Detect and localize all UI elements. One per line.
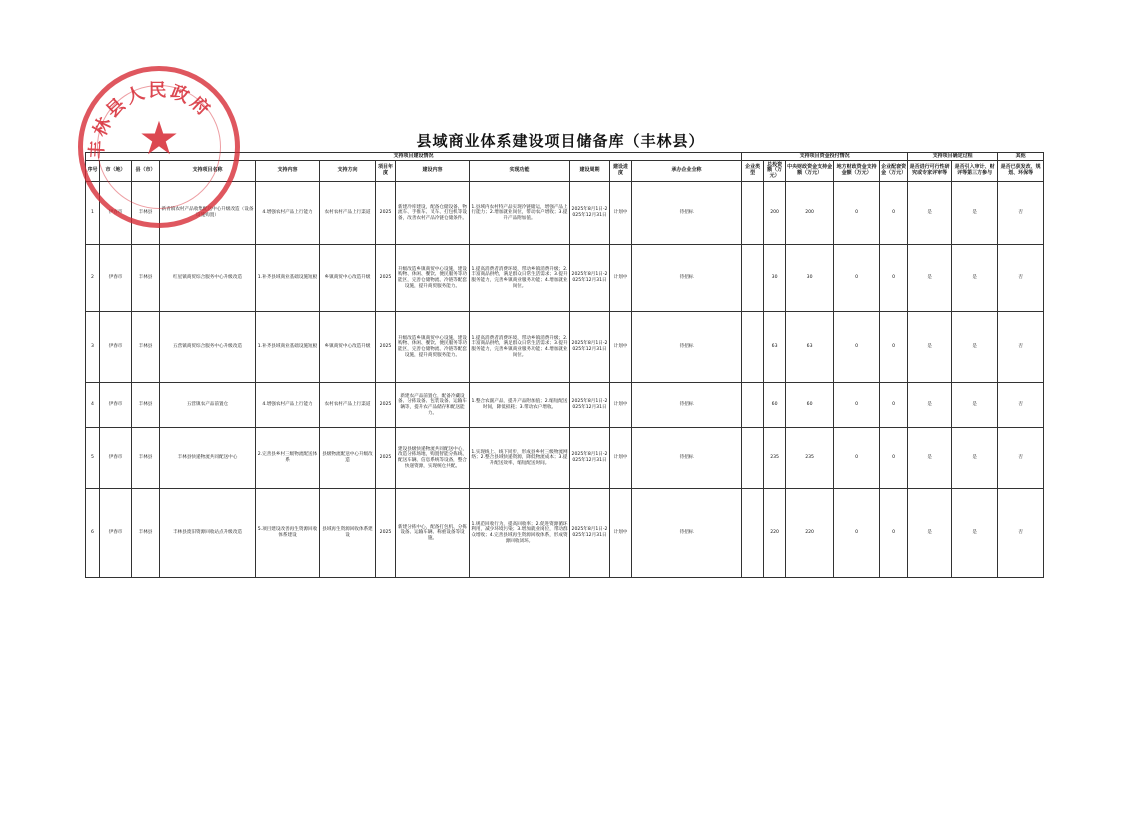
cell-q1: 是 (908, 182, 952, 245)
col-header: 序号 (86, 161, 100, 182)
cell-county: 丰林县 (132, 312, 160, 383)
cell-local: 0 (834, 383, 880, 428)
cell-company: 待招标 (632, 489, 742, 578)
cell-central: 63 (786, 312, 834, 383)
cell-q1: 是 (908, 489, 952, 578)
cell-q2: 是 (952, 182, 998, 245)
cell-content: 2.完善县乡村三级物流配送体系 (256, 428, 320, 489)
cell-central: 220 (786, 489, 834, 578)
cell-progress: 计划中 (610, 245, 632, 312)
cell-progress: 计划中 (610, 428, 632, 489)
col-header: 总投资额（万元） (764, 161, 786, 182)
col-header: 支持项目名称 (160, 161, 256, 182)
cell-no: 4 (86, 383, 100, 428)
cell-county: 丰林县 (132, 383, 160, 428)
cell-period: 2025年8月1日-2025年12月31日 (570, 489, 610, 578)
cell-city: 伊春市 (100, 182, 132, 245)
cell-company: 待招标 (632, 383, 742, 428)
column-header-row (86, 161, 1044, 182)
cell-func: 1.实现线上、线下同步，形成县乡村三级物流网络；2.整合县域快递资源，降低物流成本；3.提升配送效率，缩短配送时间。 (470, 428, 570, 489)
cell-company: 待招标 (632, 428, 742, 489)
cell-local: 0 (834, 312, 880, 383)
table-row (86, 428, 1044, 489)
cell-q1: 是 (908, 312, 952, 383)
cell-content: 4.增强农村产品上行能力 (256, 383, 320, 428)
cell-local: 0 (834, 182, 880, 245)
col-header: 企业类型 (742, 161, 764, 182)
cell-total: 220 (764, 489, 786, 578)
cell-direction: 乡镇商贸中心改造升级 (320, 312, 376, 383)
col-header: 地方财政资金支持金额（万元） (834, 161, 880, 182)
col-header: 企业配套资金（万元） (880, 161, 908, 182)
cell-year: 2025 (376, 383, 396, 428)
cell-q3: 否 (998, 489, 1044, 578)
cell-year: 2025 (376, 428, 396, 489)
cell-total: 60 (764, 383, 786, 428)
cell-company: 待招标 (632, 182, 742, 245)
cell-q1: 是 (908, 383, 952, 428)
cell-direction: 县级物流配送中心升级改造 (320, 428, 376, 489)
cell-year: 2025 (376, 245, 396, 312)
project-table (85, 152, 1044, 578)
cell-self: 0 (880, 182, 908, 245)
col-header: 是否进行可行性研究或专家评审等 (908, 161, 952, 182)
col-header: 承办企业全称 (632, 161, 742, 182)
cell-total: 30 (764, 245, 786, 312)
cell-q2: 是 (952, 312, 998, 383)
page-title: 县域商业体系建设项目储备库（丰林县） (416, 132, 705, 150)
cell-name: 新青镇农村产品收集配送中心升级改造（设备设施购置） (160, 182, 256, 245)
cell-period: 2025年8月1日-2025年12月31日 (570, 182, 610, 245)
cell-type (742, 182, 764, 245)
col-header: 建设周期 (570, 161, 610, 182)
col-header: 市（地） (100, 161, 132, 182)
cell-city: 伊春市 (100, 383, 132, 428)
cell-self: 0 (880, 245, 908, 312)
cell-func: 1.提高消费者消费环境，带动乡镇消费升级；2.丰富商品供给，满足群众日常生活需求；3.提升服务能力，完善乡镇商业服务功能；4.增加就业岗位。 (470, 245, 570, 312)
cell-no: 6 (86, 489, 100, 578)
cell-year: 2025 (376, 312, 396, 383)
cell-content: 4.增强农村产品上行能力 (256, 182, 320, 245)
group-other: 其他 (998, 153, 1044, 161)
cell-name: 丰林县废旧资源回收站点升级改造 (160, 489, 256, 578)
cell-name: 红星镇商贸综合服务中心升级改造 (160, 245, 256, 312)
cell-q2: 是 (952, 383, 998, 428)
cell-progress: 计划中 (610, 312, 632, 383)
cell-year: 2025 (376, 489, 396, 578)
cell-type (742, 312, 764, 383)
col-header: 是否引入审计、财评等第三方参与 (952, 161, 998, 182)
table-row (86, 245, 1044, 312)
cell-period: 2025年8月1日-2025年12月31日 (570, 383, 610, 428)
cell-central: 235 (786, 428, 834, 489)
cell-build: 升级改造乡镇商贸中心设施，建设购物、休闲、餐饮、便民服务等功能区，完善仓储物流、冷链等配套设施，提升商贸服务能力。 (396, 245, 470, 312)
col-header: 县（市） (132, 161, 160, 182)
cell-content: 1.补齐县域商业基础设施短板 (256, 245, 320, 312)
cell-self: 0 (880, 383, 908, 428)
cell-func: 1.县域内农村特产品实现冷链储运，增强产品上行能力；2.增加就业岗位，带动农户增收；3.提升产品附加值。 (470, 182, 570, 245)
cell-q3: 否 (998, 245, 1044, 312)
cell-q2: 是 (952, 489, 998, 578)
cell-type (742, 489, 764, 578)
cell-type (742, 245, 764, 312)
cell-county: 丰林县 (132, 428, 160, 489)
cell-central: 60 (786, 383, 834, 428)
cell-type (742, 428, 764, 489)
cell-progress: 计划中 (610, 489, 632, 578)
cell-func: 1.整合农副产品，提升产品附加值；2.缩短配送时间，降低损耗；3.带动农户增收。 (470, 383, 570, 428)
cell-q3: 否 (998, 428, 1044, 489)
col-header: 实现功能 (470, 161, 570, 182)
cell-build: 新建冷库建设，配备仓储设备、物流车、手推车、叉车、打包机等设备，改善农村产品冷链仓储条件。 (396, 182, 470, 245)
cell-city: 伊春市 (100, 245, 132, 312)
col-header: 建设进度 (610, 161, 632, 182)
cell-no: 5 (86, 428, 100, 489)
cell-company: 待招标 (632, 245, 742, 312)
cell-local: 0 (834, 428, 880, 489)
cell-func: 1.提高消费者消费环境，带动乡镇消费升级；2.丰富商品供给，满足群众日常生活需求；3.提升服务能力，完善乡镇商业服务功能；4.增加就业岗位。 (470, 312, 570, 383)
cell-period: 2025年8月1日-2025年12月31日 (570, 245, 610, 312)
group-support: 支持项目建设情况 (86, 153, 742, 161)
cell-func: 1.规范回收行为，提高回收率；2.促进资源循环利用，减少环境污染；3.增加就业岗位，带动群众增收；4.完善县域再生资源回收体系，形成资源回收闭环。 (470, 489, 570, 578)
cell-central: 200 (786, 182, 834, 245)
cell-direction: 乡镇商贸中心改造升级 (320, 245, 376, 312)
cell-no: 1 (86, 182, 100, 245)
cell-name: 五营镇农产品前置仓 (160, 383, 256, 428)
cell-company: 待招标 (632, 312, 742, 383)
cell-county: 丰林县 (132, 489, 160, 578)
cell-no: 3 (86, 312, 100, 383)
col-header: 中央财政资金支持金额（万元） (786, 161, 834, 182)
cell-direction: 县域再生资源回收体系建设 (320, 489, 376, 578)
col-header: 支持方向 (320, 161, 376, 182)
cell-self: 0 (880, 428, 908, 489)
cell-build: 新建农产品前置仓，配备冷藏设备、分拣设备、包装设备、运输车辆等，提升农产品储存和配送能力。 (396, 383, 470, 428)
cell-progress: 计划中 (610, 383, 632, 428)
cell-self: 0 (880, 312, 908, 383)
cell-period: 2025年8月1日-2025年12月31日 (570, 428, 610, 489)
cell-q3: 否 (998, 182, 1044, 245)
group-funding: 支持项目资金投付情况 (742, 153, 908, 161)
table-row (86, 182, 1044, 245)
cell-local: 0 (834, 489, 880, 578)
cell-content: 1.补齐县域商业基础设施短板 (256, 312, 320, 383)
cell-period: 2025年8月1日-2025年12月31日 (570, 312, 610, 383)
cell-q2: 是 (952, 245, 998, 312)
cell-city: 伊春市 (100, 312, 132, 383)
col-header: 建设内容 (396, 161, 470, 182)
table-row (86, 489, 1044, 578)
col-header: 支持内容 (256, 161, 320, 182)
cell-county: 丰林县 (132, 182, 160, 245)
col-header: 是否已获发改、规划、环保等 (998, 161, 1044, 182)
cell-year: 2025 (376, 182, 396, 245)
cell-total: 63 (764, 312, 786, 383)
col-header: 项目年度 (376, 161, 396, 182)
cell-q2: 是 (952, 428, 998, 489)
cell-central: 30 (786, 245, 834, 312)
cell-no: 2 (86, 245, 100, 312)
cell-build: 升级改造乡镇商贸中心设施，建设购物、休闲、餐饮、便民服务等功能区，完善仓储物流、冷链等配套设施，提升商贸服务能力。 (396, 312, 470, 383)
cell-county: 丰林县 (132, 245, 160, 312)
cell-q3: 否 (998, 312, 1044, 383)
group-header-row (86, 153, 1044, 161)
cell-content: 5.项目建设改善再生资源回收体系建设 (256, 489, 320, 578)
cell-name: 丰林县快递物流共同配送中心 (160, 428, 256, 489)
cell-q3: 否 (998, 383, 1044, 428)
cell-type (742, 383, 764, 428)
cell-local: 0 (834, 245, 880, 312)
cell-build: 新建分拣中心，配备打包机、分拣设备、运输车辆、称重设备等设施。 (396, 489, 470, 578)
cell-city: 伊春市 (100, 489, 132, 578)
group-approval: 支持项目确定过程 (908, 153, 998, 161)
table-row (86, 312, 1044, 383)
cell-total: 200 (764, 182, 786, 245)
cell-name: 五营镇商贸综合服务中心升级改造 (160, 312, 256, 383)
cell-city: 伊春市 (100, 428, 132, 489)
seal-star-icon: ★ (138, 110, 180, 165)
cell-total: 235 (764, 428, 786, 489)
cell-q1: 是 (908, 428, 952, 489)
cell-progress: 计划中 (610, 182, 632, 245)
cell-build: 建设县级快递物流共同配送中心，改造分拣场地，购置智能分拣线、配送车辆、信息系统等设备，整合快递资源，实现统仓共配。 (396, 428, 470, 489)
cell-direction: 农村农村产品上行渠道 (320, 383, 376, 428)
table-row (86, 383, 1044, 428)
cell-self: 0 (880, 489, 908, 578)
cell-direction: 农村农村产品上行渠道 (320, 182, 376, 245)
table-body (86, 182, 1044, 578)
svg-text:丰林县人民政府: 丰林县人民政府 (86, 80, 216, 160)
cell-q1: 是 (908, 245, 952, 312)
